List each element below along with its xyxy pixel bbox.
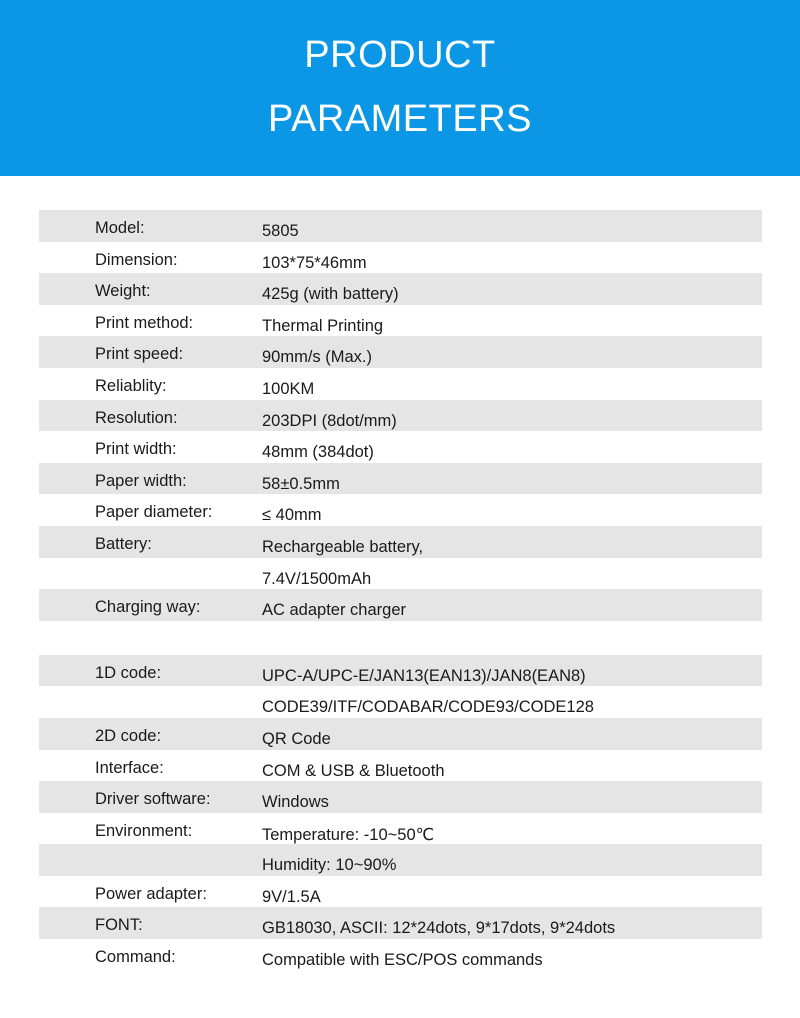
group-separator [39, 621, 762, 655]
spec-value: Humidity: 10~90% [262, 856, 397, 875]
spec-value: Rechargeable battery, [262, 537, 424, 556]
spec-row [39, 305, 762, 337]
spec-label: Battery: [95, 534, 152, 553]
spec-row [39, 431, 762, 463]
spec-label: Print speed: [95, 345, 184, 364]
spec-row [39, 589, 762, 621]
spec-value: Temperature: -10~50℃ [262, 825, 435, 844]
spec-row [39, 781, 762, 813]
spec-label: Print method: [95, 313, 194, 332]
spec-row [39, 273, 762, 305]
spec-value: 7.4V/1500mAh [262, 569, 372, 588]
spec-label: Command: [95, 948, 176, 967]
spec-value: Windows [262, 793, 329, 812]
spec-row [39, 939, 762, 971]
spec-value: CODE39/ITF/CODABAR/CODE93/CODE128 [262, 698, 594, 717]
spec-group-basic [39, 210, 762, 621]
spec-label: Environment: [95, 821, 193, 840]
spec-label: Resolution: [95, 408, 178, 427]
page-title-line1: PRODUCT [304, 34, 496, 76]
spec-row [39, 750, 762, 782]
spec-value: UPC-A/UPC-E/JAN13(EAN13)/JAN8(EAN8) [262, 666, 586, 685]
spec-label: Weight: [95, 282, 151, 301]
spec-value: 5805 [262, 222, 299, 240]
spec-group-advanced [39, 655, 762, 971]
spec-value: 48mm (384dot) [262, 443, 374, 462]
spec-label: Dimension: [95, 250, 178, 269]
spec-value: Compatible with ESC/POS commands [262, 951, 543, 970]
spec-row [39, 718, 762, 750]
spec-row [39, 686, 762, 718]
spec-row [39, 813, 762, 845]
spec-row [39, 558, 762, 590]
spec-value: COM & USB & Bluetooth [262, 761, 445, 780]
spec-value: 100KM [262, 379, 315, 398]
spec-row [39, 336, 762, 368]
spec-value: QR Code [262, 729, 331, 748]
spec-value: 90mm/s (Max.) [262, 348, 373, 367]
spec-label: Charging way: [95, 598, 201, 617]
spec-row [39, 494, 762, 526]
spec-table [39, 210, 762, 971]
spec-value: Thermal Printing [262, 316, 384, 335]
spec-row [39, 368, 762, 400]
spec-label: Paper width: [95, 471, 187, 490]
spec-value: GB18030, ASCII: 12*24dots, 9*17dots, 9*24dots [262, 919, 616, 938]
spec-value: 425g (with battery) [262, 285, 399, 304]
spec-row [39, 907, 762, 939]
header-banner [0, 0, 800, 176]
spec-row [39, 876, 762, 908]
spec-value: 103*75*46mm [262, 253, 367, 272]
spec-row [39, 526, 762, 558]
spec-label: Paper diameter: [95, 503, 213, 522]
spec-row [39, 242, 762, 274]
spec-value: 9V/1.5A [262, 887, 321, 906]
spec-label: Model: [95, 219, 145, 237]
spec-value: 203DPI (8dot/mm) [262, 411, 397, 430]
spec-value: AC adapter charger [262, 601, 406, 620]
spec-label: 2D code: [95, 726, 162, 745]
page-title-line2: PARAMETERS [267, 98, 532, 140]
spec-label: Driver software: [95, 790, 211, 809]
spec-row [39, 400, 762, 432]
spec-row [39, 655, 762, 687]
spec-label: Reliablity: [95, 376, 167, 395]
spec-label: Interface: [95, 758, 164, 777]
spec-label: Power adapter: [95, 884, 207, 903]
spec-value: ≤ 40mm [262, 506, 322, 525]
spec-row [39, 210, 762, 242]
spec-label: 1D code: [95, 663, 162, 682]
spec-value: 58±0.5mm [262, 474, 340, 493]
spec-row [39, 463, 762, 495]
spec-label: FONT: [95, 916, 143, 935]
spec-label: Print width: [95, 440, 177, 459]
spec-row [39, 844, 762, 876]
